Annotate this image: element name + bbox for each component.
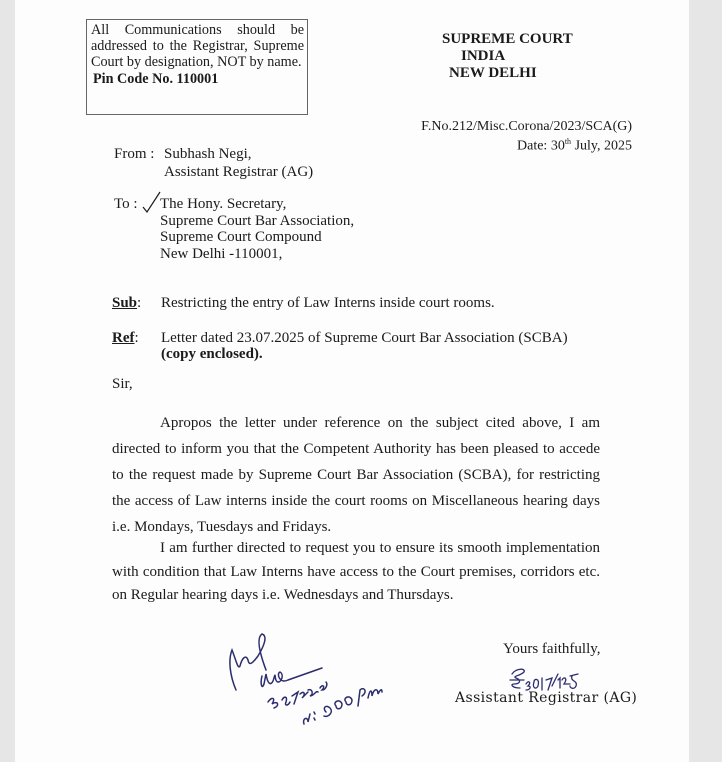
to-label [114, 196, 160, 213]
subject-row: Sub: Restricting the entry of Law Interns inside court rooms. [112, 295, 606, 311]
file-number: F.No.212/Misc.Corona/2023/SCA(G) [421, 119, 632, 134]
pin-code: Pin Code No. 110001 [93, 71, 219, 87]
valediction: Yours faithfully, [503, 641, 601, 657]
recipient-line-3: Supreme Court Compound [160, 229, 322, 245]
file-info [421, 119, 632, 154]
handwritten-receipt-signature [222, 626, 392, 736]
sender-designation: Assistant Registrar (AG) [164, 164, 314, 180]
from-block [114, 145, 313, 181]
to-label-text: To : [114, 196, 138, 212]
recipient-line-2: Supreme Court Bar Association, [160, 212, 355, 229]
from-label: From : [114, 146, 155, 162]
signatory-designation: Assistant Registrar (AG) [455, 690, 638, 706]
body-paragraph-2: I am further directed to request you to ensure its smooth implementation with condition that Law Interns have access to the Court premises, corridors etc. on Regular hearing days i.e. Wednesdays and Thursdays. [112, 540, 600, 603]
letter-date [421, 134, 632, 154]
subject-label: Sub [112, 295, 138, 311]
communications-notice-box [86, 19, 308, 115]
letterhead [442, 31, 573, 82]
letterhead-line1: SUPREME COURT [442, 31, 573, 47]
date-month-year: July, 2025 [571, 138, 632, 154]
recipient-line-4: New Delhi -110001, [160, 245, 283, 262]
salutation: Sir, [112, 376, 133, 392]
notice-text: All Communications should be addressed to the Registrar, Supreme Court by designation, NOT by name. [91, 22, 304, 70]
body-paragraph-1: Apropos the letter under reference on the subject cited above, I am directed to inform you that the Competent Authority has been pleased to accede to the request made by Supreme Court Bar Association (SCBA), for restricting the access of Law interns inside the court rooms on Miscellaneous hearing days i.e. Mondays, Tuesdays and Fridays. [112, 415, 600, 535]
recipient-line-1: The Hony. Secretary, [160, 196, 287, 212]
reference-enclosure-note: (copy enclosed). [161, 346, 263, 362]
date-prefix: Date: 30 [517, 138, 565, 154]
reference-text: Letter dated 23.07.2025 of Supreme Court Bar Association (SCBA) [161, 330, 568, 346]
reference-row: Ref: Letter dated 23.07.2025 of Supreme Court Bar Association (SCBA) (copy enclosed). [112, 330, 568, 362]
letterhead-line2: INDIA [461, 48, 506, 64]
letterhead-line3: NEW DELHI [449, 65, 537, 81]
reference-label: Ref [112, 330, 135, 346]
sender-name: Subhash Negi, [164, 146, 252, 162]
date-suffix-sup: th [564, 137, 572, 146]
checkmark-icon [142, 190, 162, 214]
to-block [114, 196, 354, 262]
subject-text: Restricting the entry of Law Interns inside court rooms. [161, 295, 495, 311]
